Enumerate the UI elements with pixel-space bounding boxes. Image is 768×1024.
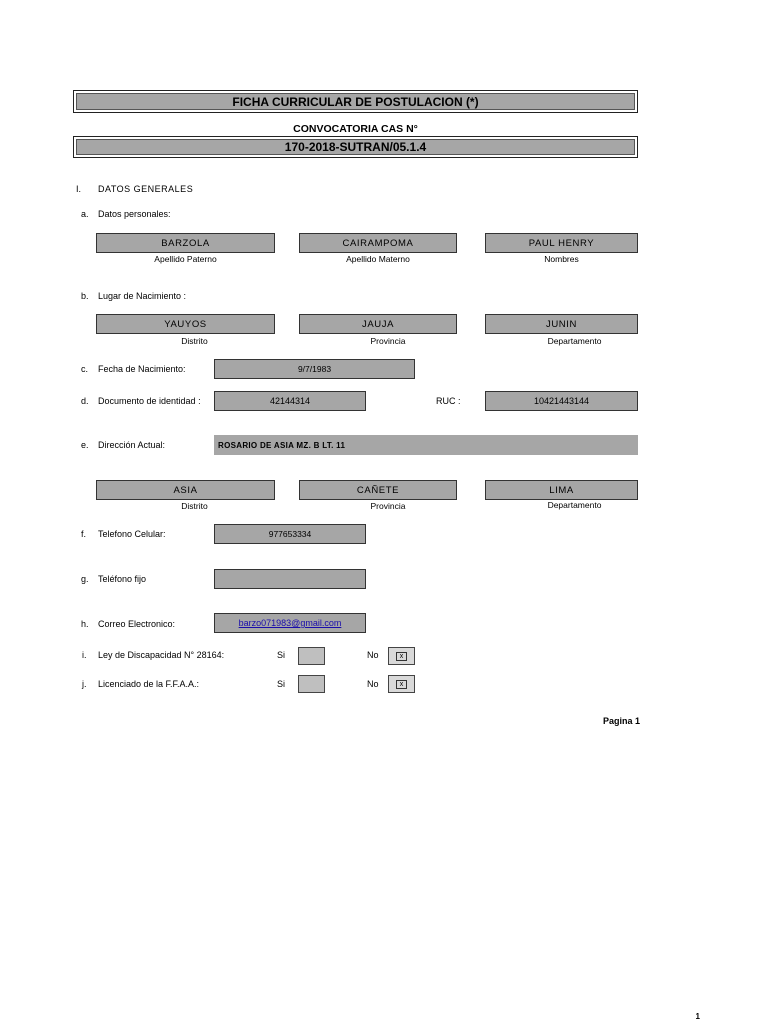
item-e-letter: e. <box>81 440 89 450</box>
birth-departamento-field[interactable]: JUNIN <box>485 314 638 334</box>
fecha-nacimiento-field[interactable]: 9/7/1983 <box>214 359 415 379</box>
address-provincia-caption: Provincia <box>370 501 406 511</box>
item-h-label: Correo Electronico: <box>98 619 176 629</box>
item-f-letter: f. <box>81 529 87 539</box>
item-d-letter: d. <box>81 396 89 406</box>
address-distrito-field[interactable]: ASIA <box>96 480 275 500</box>
item-d-label: Documento de identidad : <box>98 396 201 406</box>
item-j-label: Licenciado de la F.F.A.A.: <box>98 679 200 689</box>
apellido-paterno-field[interactable]: BARZOLA <box>96 233 275 253</box>
item-b-label: Lugar de Nacimiento : <box>98 291 187 301</box>
discapacidad-si-label: Si <box>277 650 286 660</box>
page-label: Pagina 1 <box>602 716 640 726</box>
address-departamento-field[interactable]: LIMA <box>485 480 638 500</box>
nombres-field[interactable]: PAUL HENRY <box>485 233 638 253</box>
nombres-caption: Nombres <box>544 254 579 264</box>
item-b-letter: b. <box>81 291 89 301</box>
apellido-materno-caption: Apellido Materno <box>346 254 410 264</box>
convocatoria-code: 170-2018-SUTRAN/05.1.4 <box>76 139 635 155</box>
item-g-letter: g. <box>81 574 89 584</box>
item-i-label: Ley de Discapacidad N° 28164: <box>98 650 225 660</box>
convocatoria-bar <box>73 136 638 158</box>
documento-identidad-field[interactable]: 42144314 <box>214 391 366 411</box>
discapacidad-no-checkbox[interactable] <box>388 647 415 665</box>
item-j-letter: j. <box>82 679 87 689</box>
address-distrito-caption: Distrito <box>181 501 208 511</box>
apellido-materno-field[interactable]: CAIRAMPOMA <box>299 233 457 253</box>
item-c-letter: c. <box>81 364 89 374</box>
birth-distrito-field[interactable]: YAUYOS <box>96 314 275 334</box>
item-c-label: Fecha de Nacimiento: <box>98 364 186 374</box>
ruc-field[interactable]: 10421443144 <box>485 391 638 411</box>
birth-provincia-field[interactable]: JAUJA <box>299 314 457 334</box>
page-number: 1 <box>695 1012 700 1021</box>
item-a-letter: a. <box>81 209 89 219</box>
item-i-letter: i. <box>82 650 87 660</box>
item-g-label: Teléfono fijo <box>98 574 147 584</box>
birth-distrito-caption: Distrito <box>181 336 208 346</box>
telefono-celular-field[interactable]: 977653334 <box>214 524 366 544</box>
convocatoria-label: CONVOCATORIA CAS N° <box>293 123 418 135</box>
form-title: FICHA CURRICULAR DE POSTULACION (*) <box>76 93 635 110</box>
email-link[interactable]: barzo071983@gmail.com <box>238 618 342 628</box>
checked-x-icon: x <box>396 652 407 661</box>
item-h-letter: h. <box>81 619 89 629</box>
checked-x-icon: x <box>396 680 407 689</box>
section-number: I. <box>76 184 82 194</box>
discapacidad-si-checkbox[interactable] <box>298 647 325 665</box>
ffaa-si-checkbox[interactable] <box>298 675 325 693</box>
item-a-label: Datos personales: <box>98 209 171 219</box>
apellido-paterno-caption: Apellido Paterno <box>154 254 217 264</box>
birth-departamento-caption: Departamento <box>547 336 602 346</box>
item-f-label: Telefono Celular: <box>98 529 166 539</box>
birth-provincia-caption: Provincia <box>370 336 406 346</box>
section-title: DATOS GENERALES <box>98 184 194 194</box>
telefono-fijo-field[interactable] <box>214 569 366 589</box>
direccion-field[interactable]: ROSARIO DE ASIA MZ. B LT. 11 <box>214 435 638 455</box>
title-bar <box>73 90 638 113</box>
item-e-label: Dirección Actual: <box>98 440 166 450</box>
ffaa-no-checkbox[interactable] <box>388 675 415 693</box>
ffaa-no-label: No <box>367 679 379 689</box>
ffaa-si-label: Si <box>277 679 286 689</box>
address-departamento-caption: Departamento <box>547 500 602 510</box>
discapacidad-no-label: No <box>367 650 379 660</box>
correo-field <box>214 613 366 633</box>
address-provincia-field[interactable]: CAÑETE <box>299 480 457 500</box>
ruc-label: RUC : <box>436 396 461 406</box>
